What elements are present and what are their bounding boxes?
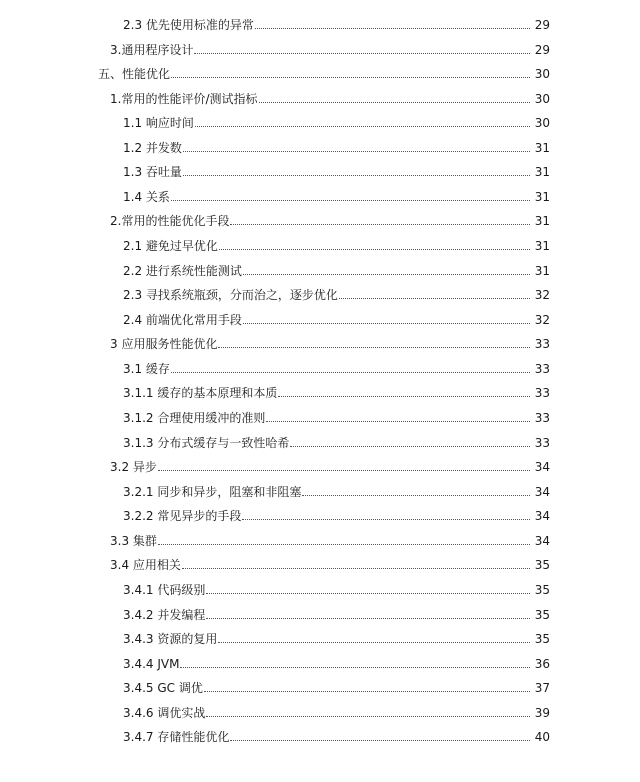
toc-entry[interactable] (110, 333, 550, 351)
toc-dot-leader (171, 371, 530, 373)
toc-entry-page: 33 (534, 362, 550, 376)
toc-entry-title: 3.1.3 分布式缓存与一致性哈希 (123, 436, 290, 450)
toc-entry-page: 34 (534, 534, 550, 548)
toc-entry-page: 35 (534, 632, 550, 646)
toc-entry-page: 35 (534, 558, 550, 572)
toc-entry-title: 2.4 前端优化常用手段 (123, 313, 242, 327)
toc-dot-leader (302, 494, 530, 496)
toc-entry[interactable] (110, 456, 550, 474)
toc-entry-page: 31 (534, 214, 550, 228)
toc-entry-title: 3.2 异步 (110, 460, 157, 474)
toc-dot-leader (243, 273, 530, 275)
toc-entry[interactable] (110, 530, 550, 548)
toc-dot-leader (171, 199, 530, 201)
toc-dot-leader (183, 174, 530, 176)
toc-dot-leader (204, 690, 530, 692)
toc-dot-leader (171, 76, 530, 78)
toc-entry[interactable] (123, 358, 550, 376)
toc-entry[interactable] (123, 505, 550, 523)
toc-entry-page: 29 (534, 43, 550, 57)
toc-dot-leader (194, 52, 530, 54)
toc-entry-page: 34 (534, 509, 550, 523)
toc-entry-page: 34 (534, 460, 550, 474)
toc-entry-page: 33 (534, 386, 550, 400)
toc-entry[interactable] (123, 284, 550, 302)
toc-entry-page: 35 (534, 608, 550, 622)
toc-entry-title: 3 应用服务性能优化 (110, 337, 218, 351)
toc-dot-leader (266, 420, 530, 422)
toc-entry-title: 1.2 并发数 (123, 141, 182, 155)
toc-entry-page: 29 (534, 18, 550, 32)
toc-entry-title: 3.4.4 JVM (123, 657, 180, 671)
toc-entry-page: 34 (534, 485, 550, 499)
toc-entry-title: 1.1 响应时间 (123, 116, 194, 130)
toc-entry[interactable] (123, 407, 550, 425)
toc-entry-title: 3.1.2 合理使用缓冲的准则 (123, 411, 266, 425)
toc-entry[interactable] (123, 579, 550, 597)
toc-entry-page: 31 (534, 165, 550, 179)
toc-entry[interactable] (110, 554, 550, 572)
toc-entry[interactable] (123, 604, 550, 622)
toc-dot-leader (218, 346, 530, 348)
toc-entry-title: 3.4.1 代码级别 (123, 583, 206, 597)
toc-entry[interactable] (123, 186, 550, 204)
toc-entry-page: 31 (534, 141, 550, 155)
toc-entry-title: 3.4.6 调优实战 (123, 706, 206, 720)
toc-dot-leader (182, 567, 530, 569)
toc-entry[interactable] (123, 628, 550, 646)
toc-entry[interactable] (110, 88, 550, 106)
toc-dot-leader (278, 395, 530, 397)
toc-dot-leader (206, 715, 530, 717)
toc-dot-leader (158, 543, 530, 545)
toc-entry[interactable] (123, 382, 550, 400)
toc-dot-leader (230, 739, 530, 741)
toc-entry-page: 33 (534, 411, 550, 425)
toc-dot-leader (195, 125, 530, 127)
toc-entry-title: 3.通用程序设计 (110, 43, 194, 57)
toc-entry-title: 2.1 避免过早优化 (123, 239, 218, 253)
toc-dot-leader (339, 297, 530, 299)
toc-dot-leader (206, 592, 530, 594)
toc-entry-page: 32 (534, 313, 550, 327)
toc-entry[interactable] (110, 39, 550, 57)
toc-dot-leader (290, 445, 530, 447)
toc-entry-page: 40 (534, 730, 550, 744)
toc-entry[interactable] (123, 112, 550, 130)
toc-entry-page: 33 (534, 436, 550, 450)
toc-entry-title: 3.2.2 常见异步的手段 (123, 509, 242, 523)
toc-entry-page: 39 (534, 706, 550, 720)
toc-entry-page: 33 (534, 337, 550, 351)
toc-dot-leader (180, 666, 530, 668)
toc-entry-title: 3.4.5 GC 调优 (123, 681, 203, 695)
toc-entry-page: 31 (534, 264, 550, 278)
toc-entry-page: 35 (534, 583, 550, 597)
toc-entry-title: 3.1.1 缓存的基本原理和本质 (123, 386, 278, 400)
toc-entry[interactable] (110, 210, 550, 228)
toc-dot-leader (158, 469, 530, 471)
toc-entry-title: 1.4 关系 (123, 190, 170, 204)
toc-entry[interactable] (123, 677, 550, 695)
toc-entry[interactable] (123, 432, 550, 450)
toc-entry[interactable] (123, 702, 550, 720)
toc-entry[interactable] (123, 161, 550, 179)
toc-entry[interactable] (123, 137, 550, 155)
toc-dot-leader (183, 150, 530, 152)
toc-entry-title: 3.2.1 同步和异步，阻塞和非阻塞 (123, 485, 302, 499)
toc-entry-title: 1.常用的性能评价/测试指标 (110, 92, 258, 106)
toc-entry-page: 32 (534, 288, 550, 302)
toc-entry[interactable] (98, 63, 550, 81)
toc-entry[interactable] (123, 481, 550, 499)
toc-entry-title: 3.4.2 并发编程 (123, 608, 206, 622)
toc-entry[interactable] (123, 653, 550, 671)
toc-entry-title: 2.3 寻找系统瓶颈，分而治之，逐步优化 (123, 288, 338, 302)
toc-entry-title: 3.4.3 资源的复用 (123, 632, 218, 646)
toc-dot-leader (242, 518, 530, 520)
toc-dot-leader (243, 322, 530, 324)
toc-entry[interactable] (123, 726, 550, 744)
toc-dot-leader (206, 617, 530, 619)
toc-entry[interactable] (123, 235, 550, 253)
toc-dot-leader (255, 27, 530, 29)
toc-dot-leader (230, 223, 530, 225)
toc-entry-title: 五、性能优化 (98, 67, 171, 81)
toc-entry-page: 31 (534, 239, 550, 253)
toc-entry-page: 36 (534, 657, 550, 671)
toc-entry-title: 2.2 进行系统性能测试 (123, 264, 242, 278)
toc-dot-leader (259, 101, 531, 103)
toc-entry-page: 37 (534, 681, 550, 695)
toc-entry-page: 31 (534, 190, 550, 204)
toc-entry-title: 3.1 缓存 (123, 362, 170, 376)
toc-entry-page: 30 (534, 67, 550, 81)
toc-entry[interactable] (123, 260, 550, 278)
toc-entry[interactable] (123, 309, 550, 327)
toc-entry-title: 3.3 集群 (110, 534, 157, 548)
toc-entry-title: 3.4.7 存储性能优化 (123, 730, 230, 744)
toc-entry[interactable] (123, 14, 550, 32)
toc-entry-page: 30 (534, 116, 550, 130)
toc-dot-leader (219, 248, 530, 250)
toc-entry-title: 3.4 应用相关 (110, 558, 181, 572)
toc-entry-title: 1.3 吞吐量 (123, 165, 182, 179)
toc-entry-title: 2.常用的性能优化手段 (110, 214, 230, 228)
toc-entry-title: 2.3 优先使用标准的异常 (123, 18, 254, 32)
toc-entry-page: 30 (534, 92, 550, 106)
toc-dot-leader (218, 641, 530, 643)
